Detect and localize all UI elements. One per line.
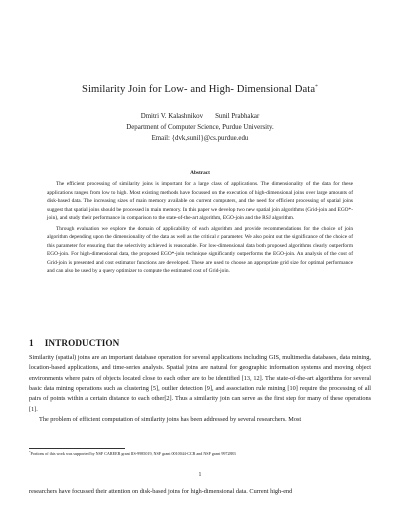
abstract-paragraph-1: The efficient processing of similarity joins is important for a large class of applications. The dimensionality of the data for these applications ranges from low to high. Most existing methods have focussed on the execution of high-dimensional joins over large amounts of disk-based data. The increasing sizes of main memory available on current computers, and the need for efficient processing of spatial joins suggest that spatial joins should be processed in main memory. In this paper we develop two new spatial join algorithms (Grid-join and EGO*-join), and study their performance in comparison to the state-of-the-art algorithm, EGO-join and the RSJ algorithm. bbox=[47, 181, 353, 222]
abstract-paragraph-2: Through evaluation we explore the domain of applicability of each algorithm and provide recommendations for the choice of join algorithm depending upon the dimensionality of the data as well as the critical ε parameter. We also point out the significance of the choice of this parameter for ensuring that the selectivity achieved is reasonable. For low-dimensional data both proposed algorithms clearly outperform EGO-join. For high-dimensional data, the proposed EGO*-join technique significantly outperforms the EGO-join. An analysis of the cost of Grid-join is presented and cost estimator functions are developed. These are used to choose an appropriate grid size for optimal performance and can also be used by a query optimizer to compute the estimated cost of Grid-join. bbox=[47, 225, 353, 275]
section-heading bbox=[29, 338, 119, 348]
section-title: INTRODUCTION bbox=[44, 338, 120, 348]
author-block bbox=[0, 111, 400, 145]
page-number: 1 bbox=[198, 472, 202, 478]
affiliation: Department of Computer Science, Purdue University. bbox=[126, 124, 274, 132]
abstract-heading: Abstract bbox=[190, 170, 210, 176]
footnote bbox=[29, 449, 371, 457]
body-paragraph-2-start: The problem of efficient computation of similarity joins has been addressed by several researchers. Most bbox=[39, 416, 302, 424]
footnote-marker: * bbox=[29, 450, 31, 454]
body-paragraph-2-continued: researchers have focussed their attention on disk-based joins for high-dimensional data. Current high-end bbox=[29, 488, 293, 495]
section-number: 1 bbox=[29, 338, 34, 348]
abstract-body bbox=[47, 180, 353, 276]
author-names bbox=[0, 111, 400, 122]
author-1: Dmitri V. Kalashnikov bbox=[140, 113, 204, 120]
body-paragraph-1: Similarity (spatial) joins are an important database operation for several applications including GIS, multimedia databases, data mining, location-based applications, and time-series analysis. Spatial joins are natural for geographic information systems and moving object environments where pairs of objects located close to each other are to be identified [13, 12]. The state-of-the-art algorithms for several basic data mining operations such as clustering [5], outlier detection [9], and association rule mining [10] require the processing of all pairs of points within a certain distance to each other[2]. Thus a similarity join can serve as the first step for many of these operations [1]. bbox=[29, 354, 371, 413]
title-footnote-marker: * bbox=[315, 84, 318, 90]
paper-title: Similarity Join for Low- and High- Dimensional Data bbox=[82, 84, 316, 95]
author-2: Sunil Prabhakar bbox=[215, 113, 260, 120]
section-body bbox=[29, 353, 371, 425]
paper-title-block bbox=[0, 84, 400, 95]
footnote-text: Portions of this work was supported by NSF CAREER grant IIS-9985019, NSF grant 0010044-CCR and NSF grant 9972883 bbox=[30, 451, 236, 456]
email: Email: {dvk,sunil}@cs.purdue.edu bbox=[151, 135, 249, 143]
